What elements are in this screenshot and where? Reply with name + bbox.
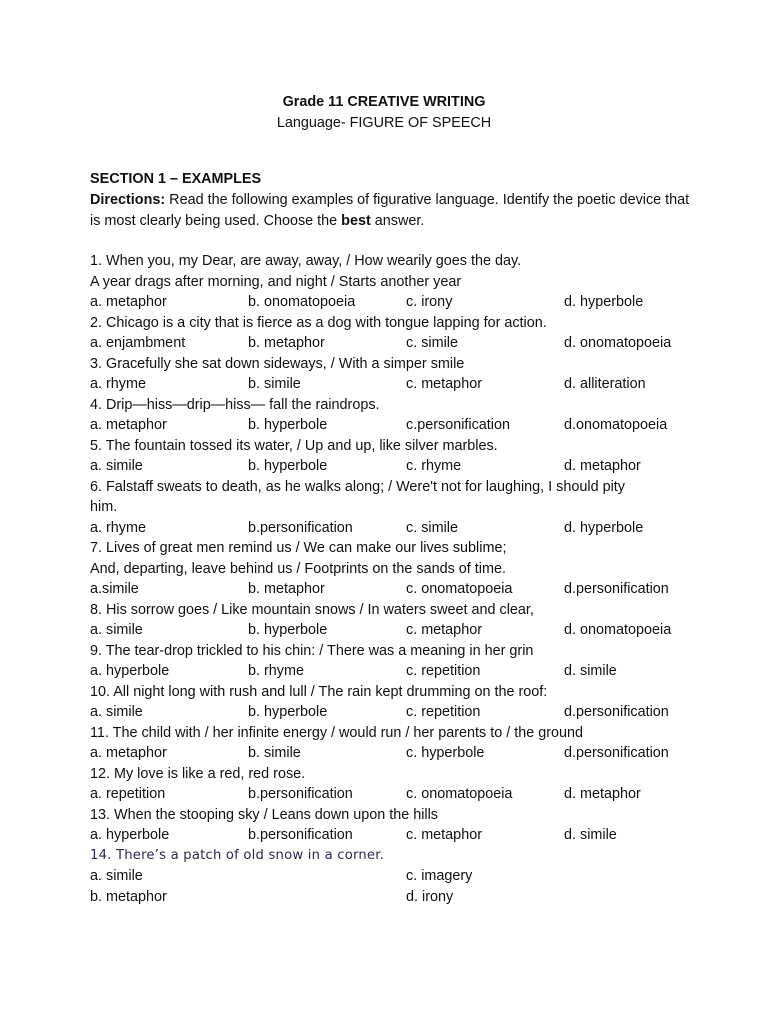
question-text: 8. His sorrow goes / Like mountain snows / In waters sweet and clear, xyxy=(90,601,534,618)
answer-option: d. alliteration xyxy=(564,376,646,392)
section-heading: SECTION 1 – EXAMPLES xyxy=(90,171,262,187)
answer-option: b.personification xyxy=(248,786,353,802)
answer-option: c. onomatopoeia xyxy=(406,786,513,802)
answer-option: b. metaphor xyxy=(90,888,167,905)
question-text: 1. When you, my Dear, are away, away, / How wearily goes the day. xyxy=(90,253,522,269)
answer-options xyxy=(90,620,690,641)
question-text: 13. When the stooping sky / Leans down upon the hills xyxy=(90,806,438,823)
answer-option: b. rhyme xyxy=(248,663,304,679)
answer-option: d. onomatopoeia xyxy=(564,335,672,351)
question-text: 9. The tear-drop trickled to his chin: / There was a meaning in her grin xyxy=(90,642,534,659)
answer-option: a. enjambment xyxy=(90,335,186,351)
answer-option: d.personification xyxy=(564,745,669,761)
answer-option: a. hyperbole xyxy=(90,663,170,679)
answer-option: b. hyperbole xyxy=(248,458,328,474)
answer-options xyxy=(90,825,690,846)
answer-option: a. metaphor xyxy=(90,294,167,310)
directions-text-1: Read the following examples of figurative language. Identify the poetic device that is most clearly being used. Choose the xyxy=(90,192,690,229)
question-text: 6. Falstaff sweats to death, as he walks along; / Were't not for laughing, I should pity xyxy=(90,478,625,495)
answer-option: d.personification xyxy=(564,704,669,720)
question-text: 4. Drip—hiss—drip—hiss— fall the raindrops. xyxy=(90,396,380,413)
answer-options xyxy=(90,333,690,354)
answer-option: a. simile xyxy=(90,704,143,720)
answer-option: b. hyperbole xyxy=(248,704,328,720)
answer-options xyxy=(90,579,690,600)
answer-option: c. metaphor xyxy=(406,827,482,843)
answer-option: c. simile xyxy=(406,519,458,536)
answer-option: d. irony xyxy=(406,888,454,905)
question-text: A year drags after morning, and night / Starts another year xyxy=(90,273,462,290)
directions-paragraph xyxy=(90,190,690,231)
answer-option: a. metaphor xyxy=(90,745,167,761)
answer-options xyxy=(90,887,690,908)
question-text: 7. Lives of great men remind us / We can make our lives sublime; xyxy=(90,540,507,556)
answer-option: c. imagery xyxy=(406,868,473,884)
question-text: 2. Chicago is a city that is fierce as a dog with tongue lapping for action. xyxy=(90,314,547,331)
answer-option: c. irony xyxy=(406,294,453,310)
answer-option: c. hyperbole xyxy=(406,745,485,761)
answer-option: b. metaphor xyxy=(248,335,325,351)
directions-text-2: answer. xyxy=(370,212,425,229)
answer-option: c. simile xyxy=(406,335,458,351)
answer-option: b. onomatopoeia xyxy=(248,294,356,310)
answer-option: a. hyperbole xyxy=(90,827,170,843)
question-text: 10. All night long with rush and lull / The rain kept drumming on the roof: xyxy=(90,683,548,700)
answer-option: d. onomatopoeia xyxy=(564,622,672,638)
answer-option: a.simile xyxy=(90,581,139,597)
answer-option: b.personification xyxy=(248,827,353,843)
answer-option: d. simile xyxy=(564,663,617,679)
answer-option: a. simile xyxy=(90,622,143,638)
answer-option: b. hyperbole xyxy=(248,622,328,638)
answer-options xyxy=(90,374,690,395)
answer-option: d.personification xyxy=(564,581,669,597)
answer-options xyxy=(90,866,690,887)
answer-option: c. metaphor xyxy=(406,376,482,392)
answer-option: c. onomatopoeia xyxy=(406,581,513,597)
answer-option: c. metaphor xyxy=(406,622,482,638)
question-text: 11. The child with / her infinite energy / would run / her parents to / the ground xyxy=(90,724,584,741)
answer-options xyxy=(90,518,690,539)
answer-options xyxy=(90,743,690,764)
answer-options xyxy=(90,784,690,805)
answer-option: b. hyperbole xyxy=(248,417,328,433)
answer-option: b.personification xyxy=(248,519,353,536)
answer-option: a. metaphor xyxy=(90,417,167,433)
directions-label: Directions: xyxy=(90,192,166,208)
question-text: 3. Gracefully she sat down sideways, / With a simper smile xyxy=(90,355,465,372)
answer-option: d. metaphor xyxy=(564,458,641,474)
directions-bold-word: best xyxy=(341,212,371,229)
page-subtitle: Language- FIGURE OF SPEECH xyxy=(276,115,492,131)
question-text: him. xyxy=(90,499,118,515)
question-text: 5. The fountain tossed its water, / Up and up, like silver marbles. xyxy=(90,437,498,454)
answer-option: b. simile xyxy=(248,376,301,392)
answer-option: a. simile xyxy=(90,458,143,474)
answer-options xyxy=(90,456,690,477)
answer-options xyxy=(90,661,690,682)
answer-option: c. repetition xyxy=(406,663,481,679)
answer-option: d. hyperbole xyxy=(564,294,644,310)
answer-option: a. rhyme xyxy=(90,376,146,392)
answer-option: d.onomatopoeia xyxy=(564,417,668,433)
answer-option: b. metaphor xyxy=(248,581,325,597)
question-text: And, departing, leave behind us / Footprints on the sands of time. xyxy=(90,560,506,577)
answer-options xyxy=(90,292,690,313)
question-text: 12. My love is like a red, red rose. xyxy=(90,765,306,782)
answer-option: b. simile xyxy=(248,745,301,761)
answer-option: d. hyperbole xyxy=(564,519,644,536)
answer-options xyxy=(90,415,690,436)
page-title: Grade 11 CREATIVE WRITING xyxy=(282,94,486,110)
answer-option: c. rhyme xyxy=(406,458,462,474)
answer-option: d. simile xyxy=(564,827,617,843)
answer-option: c.personification xyxy=(406,417,510,433)
question-text: 14. There’s a patch of old snow in a corner. xyxy=(90,847,385,863)
answer-option: a. repetition xyxy=(90,786,166,802)
answer-option: a. simile xyxy=(90,868,143,884)
question-list xyxy=(90,251,690,907)
answer-option: a. rhyme xyxy=(90,519,146,536)
answer-option: c. repetition xyxy=(406,704,481,720)
answer-option: d. metaphor xyxy=(564,786,641,802)
answer-options xyxy=(90,702,690,723)
